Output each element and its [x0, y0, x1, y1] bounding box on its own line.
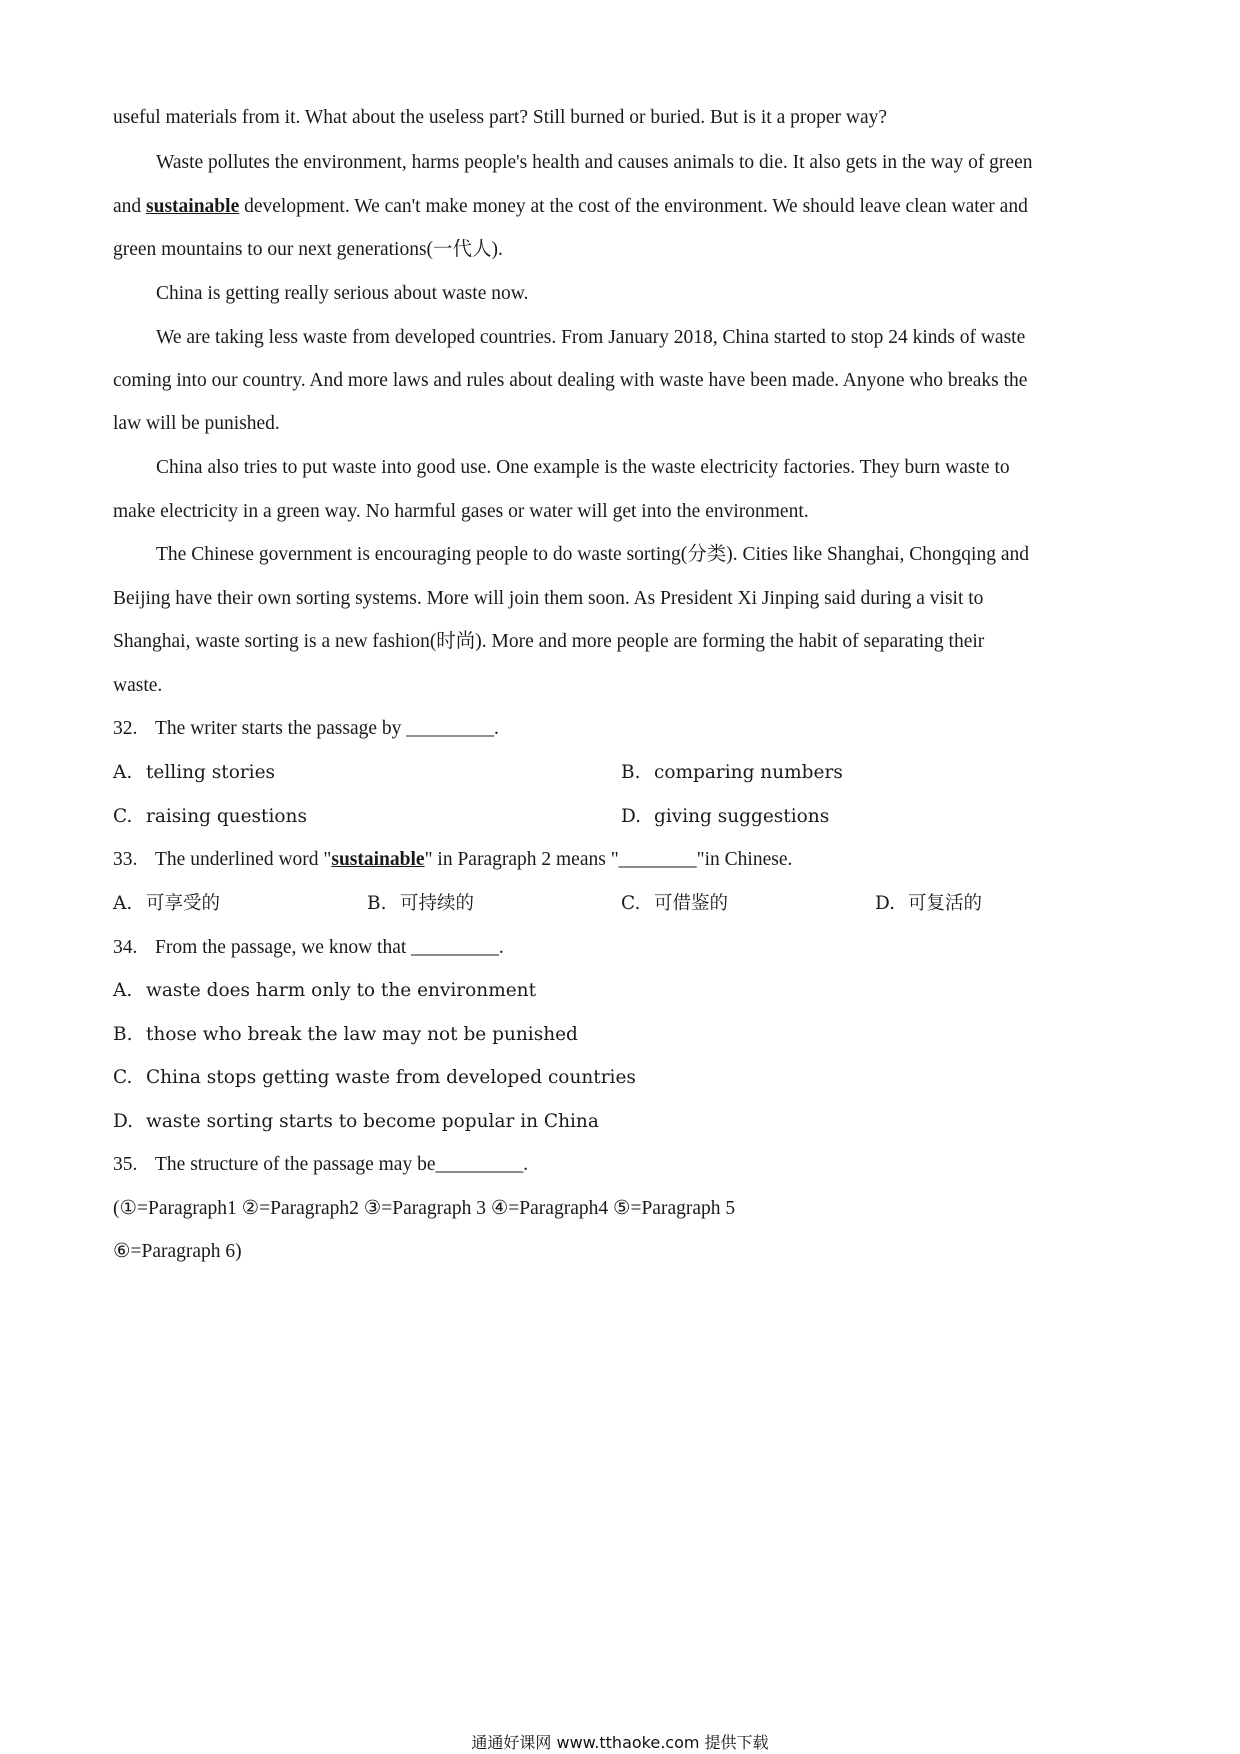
- question-text: " in Paragraph 2 means "________"in Chinese.: [424, 849, 793, 870]
- question-text: The underlined word ": [155, 849, 332, 870]
- option-label: B.: [367, 893, 387, 914]
- question-32: [113, 716, 499, 742]
- paragraph-key-line: (①=Paragraph1 ②=Paragraph2 ③=Paragraph 3 ④=Paragraph4 ⑤=Paragraph 5: [113, 1198, 736, 1219]
- option-d[interactable]: [621, 804, 829, 830]
- passage-line: The Chinese government is encouraging people to do waste sorting(分类). Cities like Shanghai, Chongqing and: [156, 544, 1030, 565]
- option-d[interactable]: [875, 891, 982, 917]
- option-text: 可享受的: [146, 893, 221, 914]
- option-text: 可持续的: [400, 893, 475, 914]
- question-number: 34.: [113, 937, 138, 958]
- option-text: telling stories: [146, 762, 276, 783]
- option-text: 可借鉴的: [654, 893, 729, 914]
- question-text: From the passage, we know that _________.: [155, 937, 504, 958]
- option-text: waste sorting starts to become popular in China: [146, 1111, 599, 1132]
- option-label: B.: [113, 1024, 133, 1045]
- option-text: 可复活的: [908, 893, 983, 914]
- option-label: A.: [113, 980, 133, 1001]
- option-a[interactable]: [113, 760, 275, 786]
- option-label: A.: [113, 893, 133, 914]
- option-a[interactable]: [113, 891, 220, 917]
- option-c[interactable]: [621, 891, 728, 917]
- passage-line: coming into our country. And more laws and rules about dealing with waste have been made. Anyone who breaks the: [113, 370, 1028, 391]
- option-d[interactable]: [113, 1109, 599, 1135]
- passage-line: China is getting really serious about waste now.: [156, 283, 529, 304]
- option-c[interactable]: [113, 804, 307, 830]
- option-a[interactable]: [113, 978, 536, 1004]
- passage-line: useful materials from it. What about the useless part? Still burned or buried. But is it a proper way?: [113, 107, 888, 128]
- passage-line: law will be punished.: [113, 413, 280, 434]
- option-b[interactable]: [367, 891, 474, 917]
- option-label: D.: [875, 893, 896, 914]
- option-text: those who break the law may not be punished: [146, 1024, 578, 1045]
- question-text: The structure of the passage may be_________.: [155, 1154, 529, 1175]
- option-label: B.: [621, 762, 641, 783]
- passage-line: Beijing have their own sorting systems. More will join them soon. As President Xi Jinping said during a visit to: [113, 588, 984, 609]
- question-number: 35.: [113, 1154, 138, 1175]
- paragraph-key-line: ⑥=Paragraph 6): [113, 1241, 242, 1262]
- question-number: 32.: [113, 718, 138, 739]
- question-33: [113, 847, 792, 873]
- option-label: D.: [113, 1111, 134, 1132]
- passage-line: We are taking less waste from developed countries. From January 2018, China started to stop 24 kinds of waste: [156, 327, 1026, 348]
- option-label: C.: [621, 893, 641, 914]
- option-text: raising questions: [146, 806, 307, 827]
- option-label: D.: [621, 806, 642, 827]
- passage-line: Waste pollutes the environment, harms people's health and causes animals to die. It also gets in the way of green: [156, 152, 1033, 173]
- option-text: China stops getting waste from developed countries: [146, 1067, 636, 1088]
- question-text: The writer starts the passage by _________.: [155, 718, 499, 739]
- question-number: 33.: [113, 849, 138, 870]
- page-footer: 通通好课网 www.tthaoke.com 提供下载: [471, 1733, 769, 1752]
- passage-line: make electricity in a green way. No harmful gases or water will get into the environment.: [113, 501, 809, 522]
- option-text: comparing numbers: [654, 762, 843, 783]
- option-text: giving suggestions: [654, 806, 830, 827]
- underlined-word: sustainable: [146, 196, 240, 217]
- option-label: C.: [113, 806, 133, 827]
- passage-line: green mountains to our next generations(一代人).: [113, 239, 503, 260]
- option-c[interactable]: [113, 1065, 636, 1091]
- underlined-word: sustainable: [331, 849, 425, 870]
- passage-line: [113, 194, 1028, 220]
- passage-line: waste.: [113, 675, 163, 696]
- option-b[interactable]: [621, 760, 843, 786]
- option-label: A.: [113, 762, 133, 783]
- option-text: waste does harm only to the environment: [146, 980, 537, 1001]
- passage-text: and: [113, 196, 147, 217]
- passage-line: Shanghai, waste sorting is a new fashion(时尚). More and more people are forming the habit of separating their: [113, 631, 985, 652]
- option-b[interactable]: [113, 1022, 578, 1048]
- question-35: [113, 1152, 528, 1178]
- passage-text: development. We can't make money at the cost of the environment. We should leave clean water and: [239, 196, 1028, 217]
- question-34: [113, 935, 504, 961]
- option-label: C.: [113, 1067, 133, 1088]
- passage-line: China also tries to put waste into good use. One example is the waste electricity factories. They burn waste to: [156, 457, 1010, 478]
